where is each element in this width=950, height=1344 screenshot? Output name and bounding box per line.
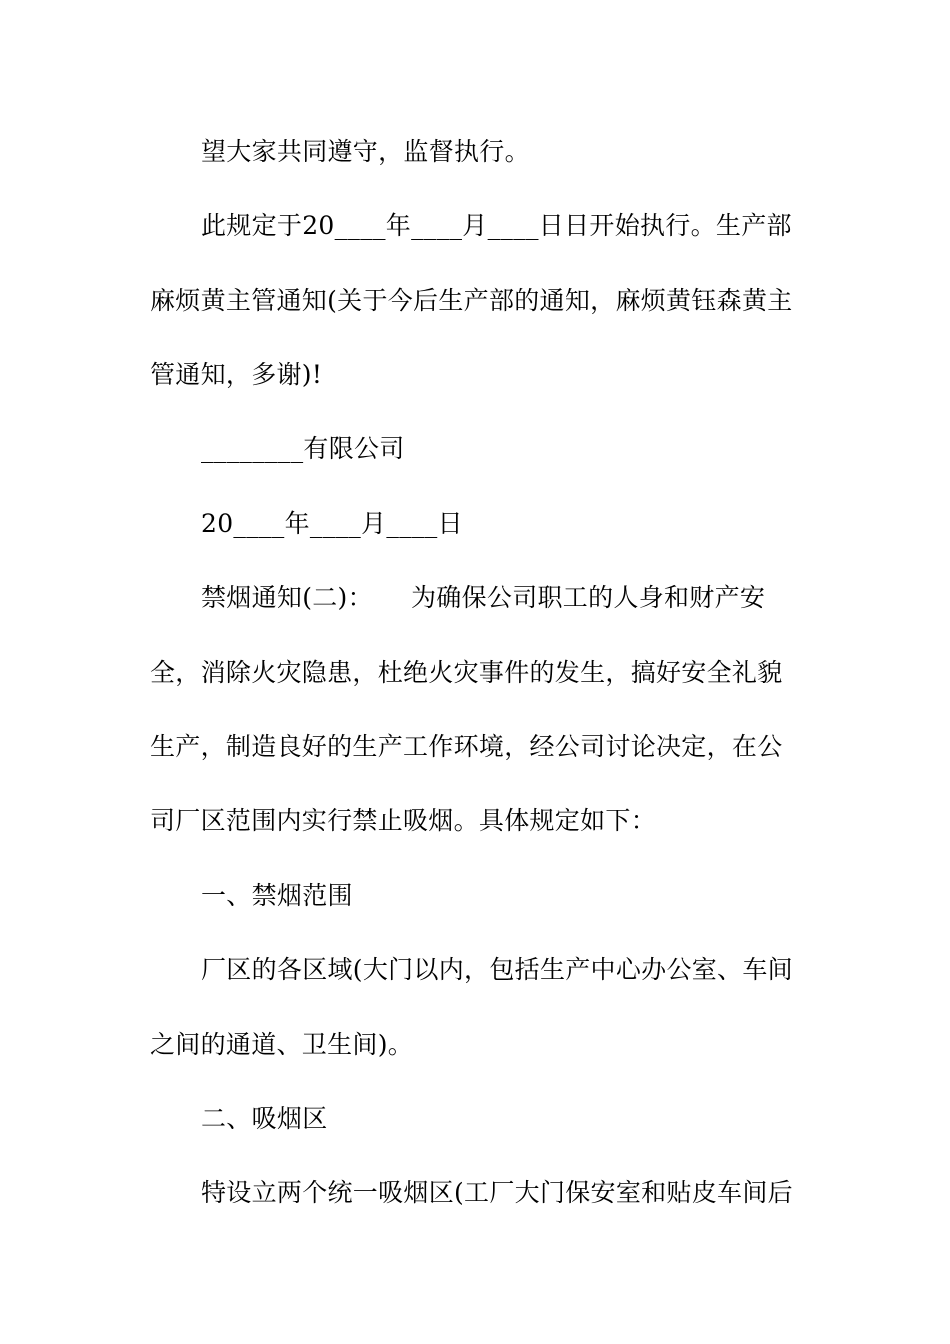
paragraph-line: 特设立两个统一吸烟区(工厂大门保安室和贴皮车间后: [201, 1178, 793, 1207]
paragraph-line: 生产，制造良好的生产工作环境，经公司讨论决定，在公: [150, 732, 783, 761]
paragraph-line: 管通知，多谢)!: [150, 360, 323, 389]
paragraph-line: 此规定于20____年____月____日日开始执行。生产部: [201, 211, 792, 240]
paragraph-line: 麻烦黄主管通知(关于今后生产部的通知，麻烦黄钰森黄主: [150, 286, 793, 315]
section-heading: 一、禁烟范围: [201, 881, 353, 910]
company-signature-line: ________有限公司: [201, 434, 405, 463]
paragraph-line: 厂区的各区域(大门以内，包括生产中心办公室、车间: [201, 955, 793, 984]
paragraph-line: 之间的通道、卫生间)。: [150, 1030, 414, 1059]
paragraph-line: 全，消除火灾隐患，杜绝火灾事件的发生，搞好安全礼貌: [150, 658, 783, 687]
paragraph-line: 司厂区范围内实行禁止吸烟。具体规定如下：: [150, 806, 657, 835]
paragraph-line: 望大家共同遵守，监督执行。: [201, 137, 530, 166]
date-line: 20____年____月____日: [201, 509, 463, 538]
section-heading: 二、吸烟区: [201, 1104, 328, 1133]
paragraph-line: 禁烟通知(二)： 为确保公司职工的人身和财产安: [201, 583, 766, 612]
